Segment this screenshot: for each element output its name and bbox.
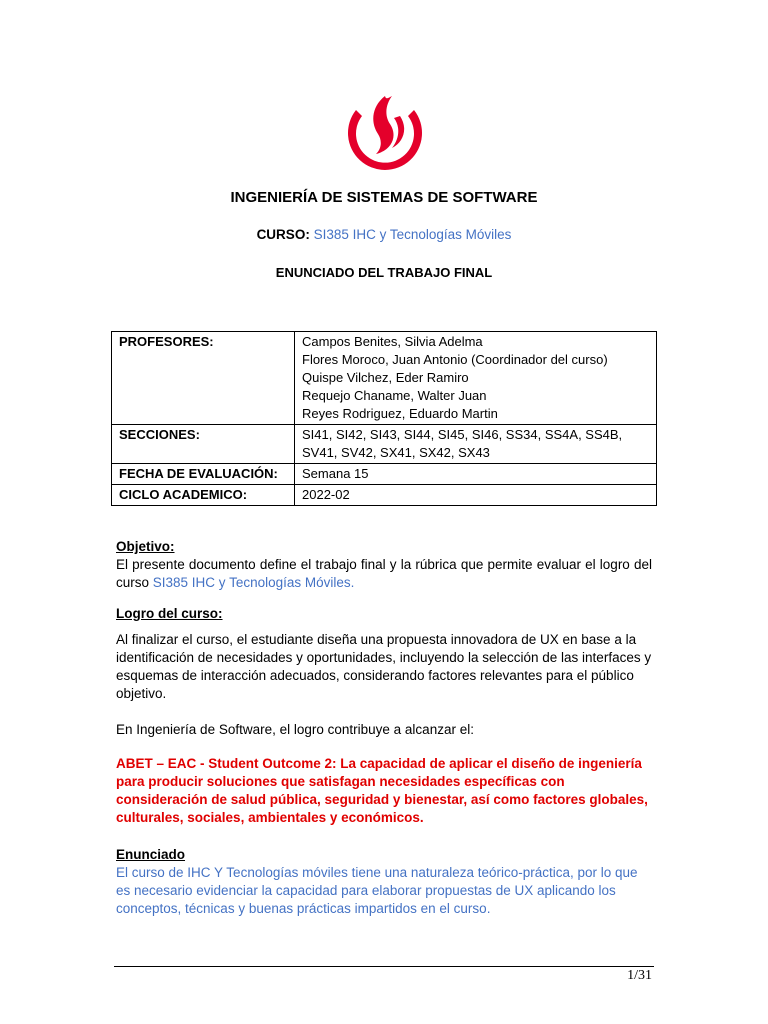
objective-heading: Objetivo: <box>116 539 175 554</box>
course-line <box>0 227 768 242</box>
course-name: SI385 IHC y Tecnologías Móviles <box>313 227 512 242</box>
table-row <box>112 425 657 464</box>
professor-item: Campos Benites, Silvia Adelma <box>302 334 483 349</box>
cycle-label: CICLO ACADEMICO: <box>112 485 295 506</box>
table-row <box>112 332 657 425</box>
cycle-value: 2022-02 <box>295 485 657 506</box>
course-label: CURSO: <box>256 227 310 242</box>
professors-label: PROFESORES: <box>112 332 295 425</box>
statement-text: El curso de IHC Y Tecnologías móviles tiene una naturaleza teórico-práctica, por lo que es necesario evidenciar la capacidad para elaborar propuestas de UX aplicando los conceptos, técnicas y buenas prácticas impartidos en el curso. <box>116 865 638 916</box>
abet-label: ABET – EAC - Student Outcome 2: <box>116 756 337 771</box>
university-logo <box>342 88 428 174</box>
statement-section <box>116 846 652 918</box>
objective-text <box>116 556 652 592</box>
objective-section <box>116 538 652 592</box>
abet-text: La capacidad de aplicar el diseño de ingeniería para producir soluciones que satisfagan necesidades específicas con consideración de salud pública, seguridad y bienestar, así como factores globales, culturales, sociales, ambientales y económicos. <box>116 756 648 825</box>
date-label: FECHA DE EVALUACIÓN: <box>112 464 295 485</box>
achievement-section <box>116 605 652 739</box>
footer-divider <box>114 966 654 967</box>
professor-item: Flores Moroco, Juan Antonio (Coordinador del curso) <box>302 352 608 367</box>
objective-body: El presente documento define el trabajo final y la rúbrica que permite evaluar el logro del curso <box>116 557 652 590</box>
professor-item: Reyes Rodriguez, Eduardo Martin <box>302 406 498 421</box>
achievement-text: Al finalizar el curso, el estudiante diseña una propuesta innovadora de UX en base a la identificación de necesidades y oportunidades, incluyendo la selección de las interfaces y esquemas de interacción adecuados, considerando factores relevantes para el público objetivo. <box>116 632 652 701</box>
document-heading: ENUNCIADO DEL TRABAJO FINAL <box>275 265 493 280</box>
professor-item: Requejo Chaname, Walter Juan <box>302 388 487 403</box>
objective-course-ref: SI385 IHC y Tecnologías Móviles. <box>152 575 355 590</box>
sections-line: SI41, SI42, SI43, SI44, SI45, SI46, SS34, SS4A, SS4B, <box>302 427 623 442</box>
table-row <box>112 485 657 506</box>
professor-item: Quispe Vilchez, Eder Ramiro <box>302 370 469 385</box>
achievement-contribution: En Ingeniería de Software, el logro contribuye a alcanzar el: <box>116 722 474 737</box>
table-row <box>112 464 657 485</box>
abet-outcome <box>116 755 652 827</box>
sections-line: SV41, SV42, SX41, SX42, SX43 <box>302 445 490 460</box>
sections-value <box>295 425 657 464</box>
professors-list <box>295 332 657 425</box>
program-title: INGENIERÍA DE SISTEMAS DE SOFTWARE <box>230 189 538 206</box>
achievement-heading: Logro del curso: <box>116 606 223 621</box>
date-value: Semana 15 <box>295 464 657 485</box>
sections-label: SECCIONES: <box>112 425 295 464</box>
page-number: 1/31 <box>627 968 652 983</box>
course-info-table <box>111 331 657 506</box>
statement-heading: Enunciado <box>116 847 186 862</box>
